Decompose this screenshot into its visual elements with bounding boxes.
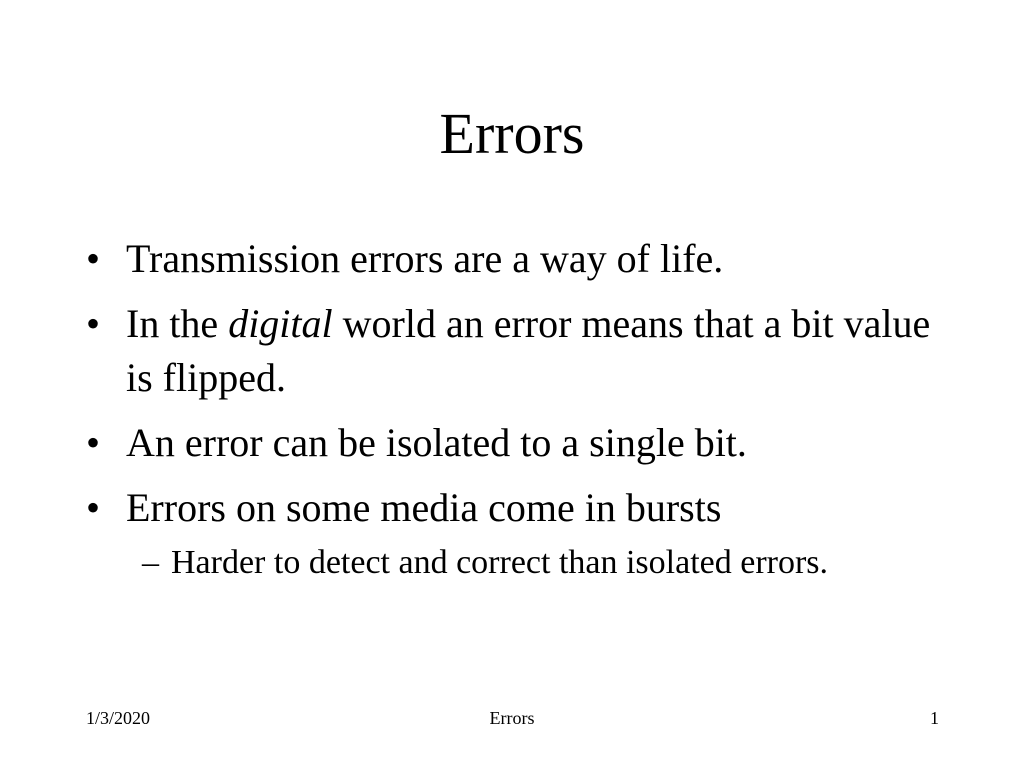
footer-title: Errors [489, 708, 535, 728]
bullet-marker: • [86, 301, 101, 346]
bullet-text: Transmission errors are a way of life. [126, 236, 724, 281]
sub-bullet-marker: – [142, 544, 159, 581]
bullet-marker: • [86, 485, 101, 530]
bullet-text-pre: In the [126, 301, 229, 346]
bullet-marker: • [86, 420, 101, 465]
bullet-text: Errors on some media come in bursts [126, 485, 722, 530]
bullet-item [86, 481, 966, 535]
footer-page-number: 1 [930, 708, 939, 728]
bullet-text: An error can be isolated to a single bit. [126, 420, 747, 465]
slide-title: Errors [439, 101, 585, 166]
bullet-item [86, 416, 966, 470]
bullet-text-post: world an error means that a bit value is flipped. [126, 301, 931, 400]
footer-date: 1/3/2020 [86, 708, 151, 728]
bullet-item [86, 232, 966, 286]
bullet-list [86, 232, 966, 586]
sub-bullet-item [86, 540, 906, 586]
bullet-marker: • [86, 236, 101, 281]
bullet-text-emphasis: digital [228, 301, 333, 346]
sub-bullet-text: Harder to detect and correct than isolated errors. [171, 544, 829, 581]
bullet-item [86, 297, 966, 405]
